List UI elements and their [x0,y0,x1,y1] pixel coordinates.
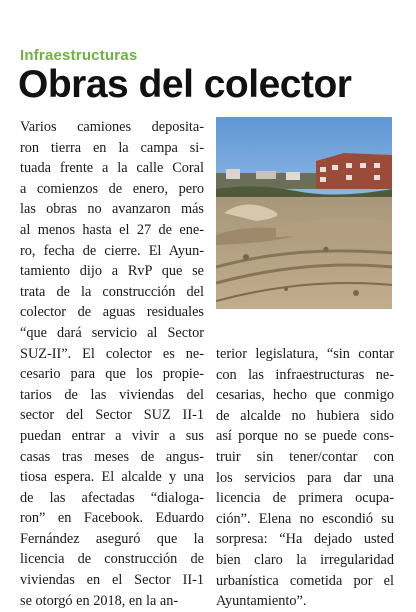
article-text-line: las obras no avanzaron más [20,201,204,218]
article-column-2 [216,344,394,612]
article-text-line: bien claro la irregularidad [216,551,394,568]
article-text-line: trata de la construcción del [20,283,204,300]
article-text-line: licencia de construcción de [20,551,204,568]
article-text-line: Varios camiones deposita- [20,119,204,135]
article-text-line: SUZ-II”. El colector es ne- [20,345,204,362]
article-headline: Obras del colector [18,63,352,106]
article-text-line: viviendas en el Sector II-1 [20,572,204,589]
article-text-line: ción”. Elena no escondió su [216,510,394,527]
article-text-line: a comienzos de enero, pero [20,180,204,197]
article-text-line: truir sin tener/contar con [216,448,394,465]
article-text-line: sorpresa: “Ha dejado usted [216,531,394,548]
article-text-line: cesarias, hecho que conmigo [216,387,394,404]
article-text-line: “que dará servicio al Sector [20,324,204,341]
article-text-line: tamiento dijo a RvP que se [20,263,204,280]
article-text-line: tarios de las viviendas del [20,386,204,403]
article-text-line: de las afectadas “dialoga- [20,489,204,506]
article-text-line: puedan entrar a vivir a sus [20,427,204,444]
article-text-line: ro, fecha de cierre. El Ayun- [20,242,204,259]
article-text-line: los servicios para dar una [216,469,394,486]
article-text-line: de alcalde no hubiera sido [216,407,394,424]
section-kicker: Infraestructuras [20,47,138,64]
construction-site-photo [216,117,392,309]
article-text-line: sector del Sector SUZ II-1 [20,407,204,424]
article-text-line: ron” en Facebook. Eduardo [20,510,204,527]
article-text-line: colector de aguas residuales [20,304,204,321]
article-text-line: Fernández aseguró que la [20,530,204,547]
article-text-line: se otorgó en 2018, en la an- [20,592,179,609]
article-text-line: tiosa espera. El alcalde y una [20,469,204,486]
article-text-line: así porque no se puede cons- [216,428,394,445]
article-text-line: casas tras meses de angus- [20,448,204,465]
article-text-line: licencia de primera ocupa- [216,490,394,507]
article-text-line: Ayuntamiento”. [216,593,307,610]
article-text-line: terior legislatura, “sin contar [216,346,394,362]
article-column-1 [20,117,204,611]
article-text-line: urbanística cometida por el [216,572,394,589]
article-text-line: con las infraestructuras ne- [216,366,394,383]
article-text-line: cesario para que los propie- [20,366,204,383]
article-text-line: al menos hasta el 27 de ene- [20,221,204,238]
article-text-line: tuada frente a la calle Coral [20,160,204,177]
article-text-line: ron tierra en la campa si- [20,139,204,156]
